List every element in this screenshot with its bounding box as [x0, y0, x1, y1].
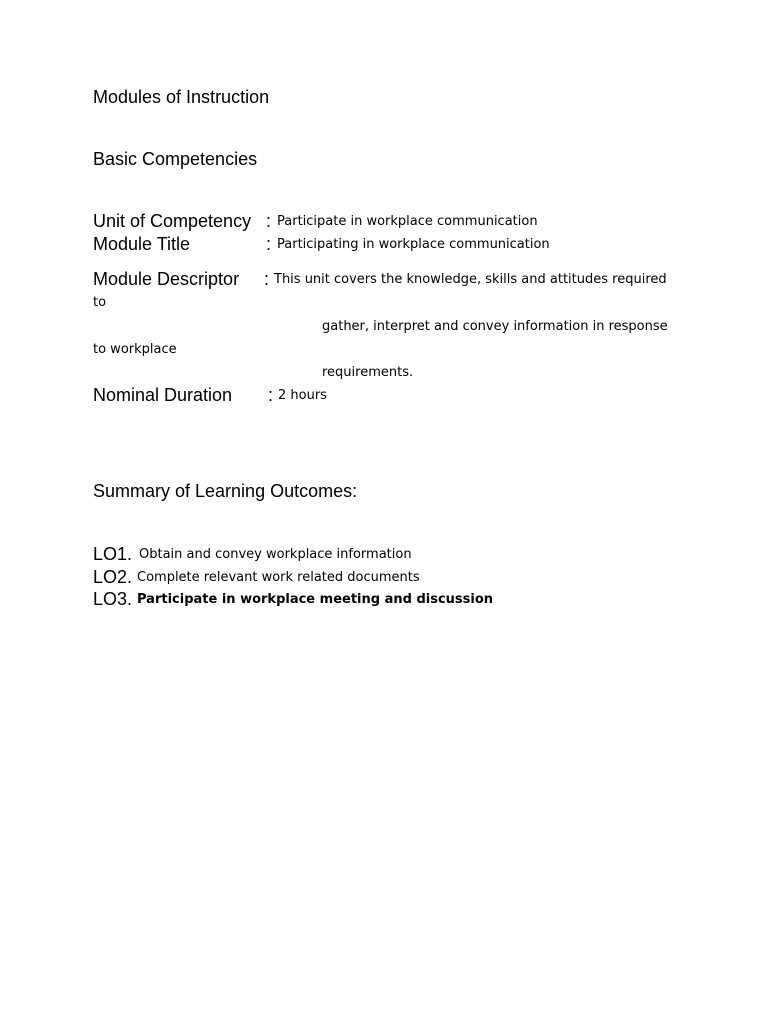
nominal-duration-label: Nominal Duration [93, 385, 233, 405]
module-descriptor-separator: : [264, 269, 270, 289]
learning-outcome-code: LO3. [93, 589, 133, 609]
module-descriptor-line-5: requirements. [322, 365, 414, 380]
module-descriptor-line-3: gather, interpret and convey information in response [322, 319, 668, 334]
module-title-separator: : [266, 234, 272, 254]
unit-of-competency-value: Participate in workplace communication [277, 214, 538, 229]
module-title-label: Module Title [93, 234, 191, 254]
section-heading: Basic Competencies [93, 149, 258, 169]
nominal-duration-value: 2 hours [278, 388, 327, 403]
learning-outcome-text: Complete relevant work related documents [137, 570, 420, 585]
document-title: Modules of Instruction [93, 87, 270, 107]
learning-outcome-text: Participate in workplace meeting and discussion [137, 592, 494, 607]
module-descriptor-line-2: to [93, 295, 107, 310]
summary-heading: Summary of Learning Outcomes: [93, 481, 358, 501]
module-descriptor-label: Module Descriptor [93, 269, 240, 289]
unit-of-competency-separator: : [266, 211, 272, 231]
module-descriptor-line-1: This unit covers the knowledge, skills and attitudes required [274, 272, 667, 287]
unit-of-competency-label: Unit of Competency [93, 211, 252, 231]
module-title-value: Participating in workplace communication [277, 237, 550, 252]
learning-outcome-text: Obtain and convey workplace information [139, 547, 412, 562]
module-descriptor-line-4: to workplace [93, 342, 177, 357]
nominal-duration-separator: : [268, 385, 274, 405]
learning-outcome-code: LO1. [93, 544, 133, 564]
learning-outcome-code: LO2. [93, 567, 133, 587]
